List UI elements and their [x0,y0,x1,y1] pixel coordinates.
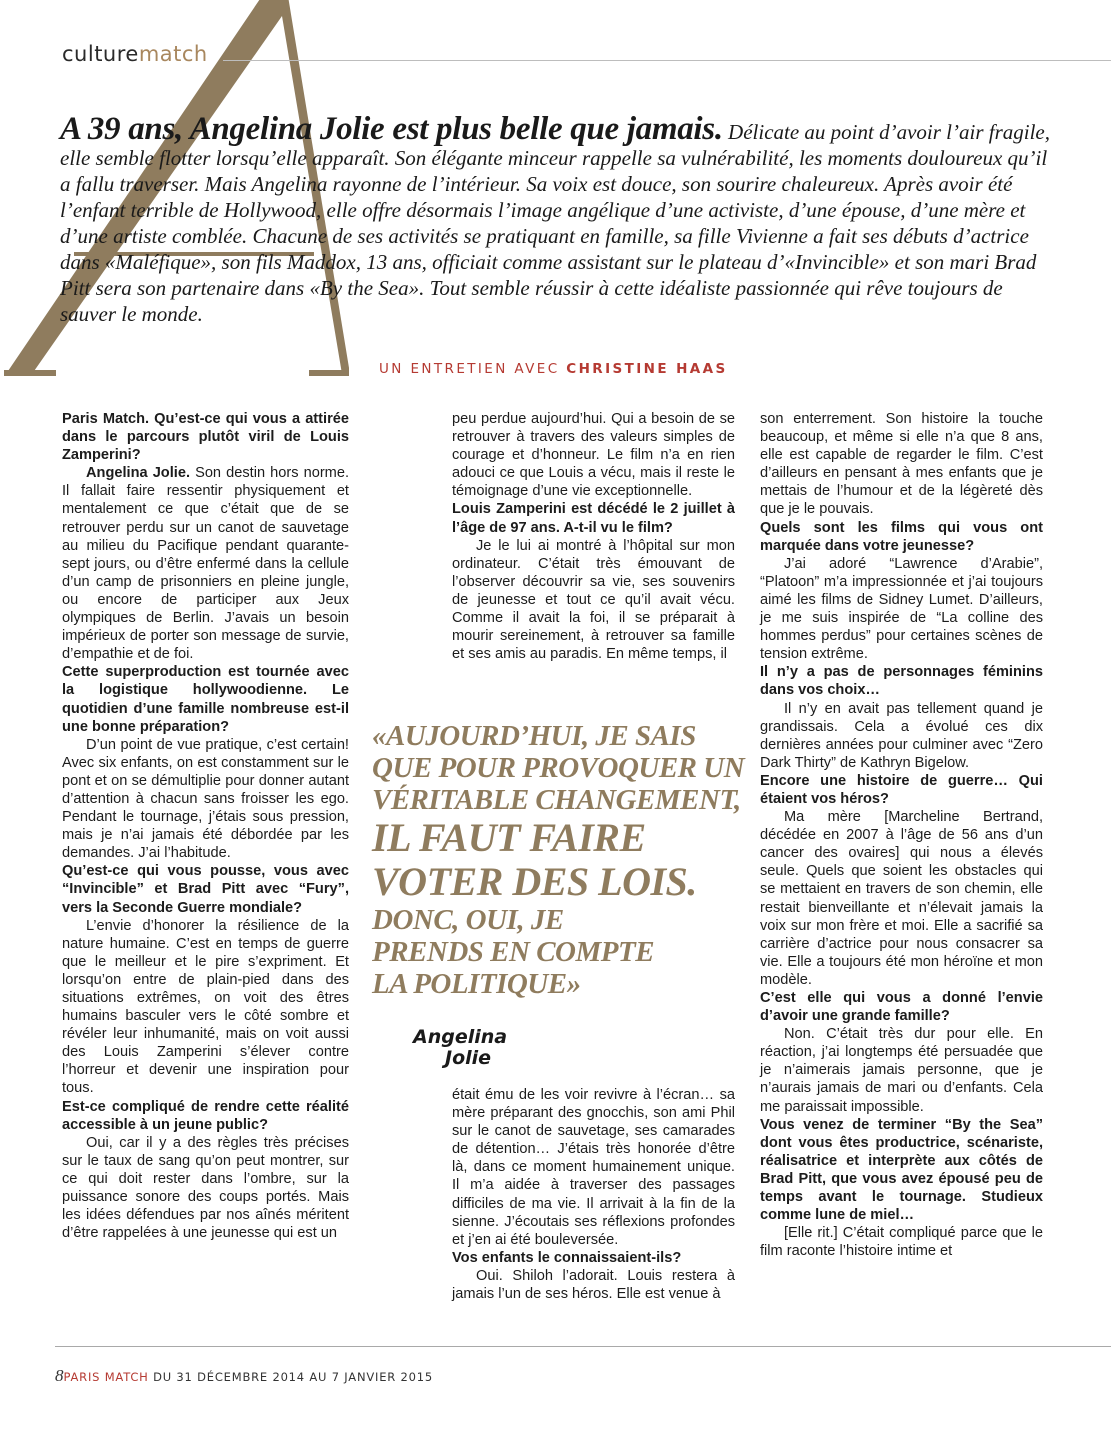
intro-paragraph [60,111,1060,327]
answer: D’un point de vue pratique, c’est certain! Avec six enfants, on est constamment sur le pont et on se démultiplie pour donner autant d’attention à chacun sans froisser les ego. Pendant le tournage, j’étais sous pression, mais je n’ai jamais été débordée par les demandes. J’ai l’habitude. [62,736,349,862]
pull-quote [372,720,744,1000]
intro-body: Délicate au point d’avoir l’air fragile, elle semble flotter lorsqu’elle apparaît. Son élégante minceur rappelle sa vulnérabilité, les moments douloureux qu’il a fallu traverser. Mais Angelina rayonne de l’intérieur. Sa voix est douce, son sourire chaleureux. Après avoir été l’enfant terrible de Hollywood, elle offre désormais l’image angélique d’une activiste, d’une épouse, d’une mère et d’une artiste comblée. Chacune de ses activités se pratiquant en famille, sa fille Vivienne a fait ses débuts d’actrice dans «Maléfique», son fils Maddox, 13 ans, officiait comme assistant sur le plateau d’«Invincible» et son mari Brad Pitt sera son partenaire dans «By the Sea». Tout semble réussir à cette idéaliste passionnée qui rêve toujours de sauver le monde. [60,120,1050,326]
section-label-prefix: culture [62,42,139,66]
section-label-suffix: match [138,42,208,66]
pull-quote-line: PRENDS EN COMPTE [372,936,655,968]
question: Il n’y a pas de personnages féminins dans vos choix… [760,664,1043,699]
page-number: 8 [55,1366,64,1385]
question: Cette superproduction est tournée avec la logistique hollywoodienne. Le quotidien d’une famille nombreuse est-il une bonne préparation? [62,664,349,735]
answer: Ma mère [Marcheline Bertrand, décédée en 2007 à l’âge de 56 ans d’un cancer des ovaires] qui nous a élevés seule. Quels que soient les obstacles qui se mettaient en travers de son chemin, elle restait bienveillante et n’élevait jamais la voix sur mon frère et moi. Elle a sacrifié sa carrière d’actrice pour nous consacrer sa vie. Elle a toujours été mon héroïne et mon modèle. [760,809,1043,988]
article-column-3 [760,410,1043,1260]
top-divider [223,60,1111,61]
byline-name: CHRISTINE HAAS [566,361,728,377]
speaker-name: Angelina Jolie. [86,465,191,482]
question: Vous venez de terminer “By the Sea” dont vous êtes productrice, scénariste, réalisatrice et interprète aux côtés de Brad Pitt, que vous avez épousé peu de temps avant le tournage. Studieux comme lune de miel… [760,1116,1043,1224]
answer: [Elle rit.] C’était compliqué parce que le film raconte l’histoire intime et [760,1225,1043,1260]
pull-quote-line: QUE POUR PROVOQUER UN [372,752,745,784]
pull-quote-line: LA POLITIQUE» [372,968,581,1000]
byline-prefix: UN ENTRETIEN AVEC [379,361,567,377]
paragraph: peu perdue aujourd’hui. Qui a besoin de se retrouver à travers des valeurs simples de courage et d’honneur. Le film n’a en rien adouci ce que Louis a vécu, mais il reste le témoignage d’une vie exceptionnelle. [452,411,735,500]
answer: J’ai adoré “Lawrence d’Arabie”, “Platoon” m’a impressionnée et j’ai toujours aimé les films de Sidney Lumet. D’ailleurs, je me suis inspirée de “La colline des hommes perdus” pour certaines scènes de tension extrême. [760,555,1043,663]
pull-quote-line: «AUJOURD’HUI, JE SAIS [372,720,696,752]
answer: Je le lui ai montré à l’hôpital sur mon ordinateur. C’était très émouvant de l’observer découvrir sa vie, ses souvenirs de jeunesse et tout ce qu’il avait vécu. Comme il avait la foi, il se préparait à mourir sereinement, à retrouver sa famille et ses amis au paradis. En même temps, il [452,537,735,663]
pull-quote-line: DONC, OUI, JE [372,904,564,936]
article-column-2-bottom [452,1086,735,1303]
pull-quote-line: VOTER DES LOIS. [372,859,697,904]
answer [62,464,349,663]
magazine-name: PARIS MATCH [63,1370,149,1384]
issue-dates: DU 31 DÉCEMBRE 2014 AU 7 JANVIER 2015 [148,1370,433,1384]
answer: L’envie d’honorer la résilience de la nature humaine. C’est en temps de guerre que le meilleur et le pire s’expriment. Et lorsqu’on entre de plain-pied dans des situations extrêmes, on voit des êtres humains basculer vers le côté sombre et révéler leur inhumanité, mais on voit aussi des Louis Zamperini s’élever contre l’horreur et devenir une inspiration pour tous. [62,917,349,1097]
pull-quote-signature [413,1027,533,1069]
paragraph: son enterrement. Son histoire la touche beaucoup, et même si elle n’a que 8 ans, elle est capable de regarder le film. C’est d’ailleurs en pensant à mes enfants que je mettais de l’humour et de la légèreté dès que je le pouvais. [760,411,1043,518]
answer: Il n’y en avait pas tellement quand je grandissais. Cela a évolué ces dix dernières années pour culminer avec “Zero Dark Thirty” de Kathryn Bigelow. [760,700,1043,771]
answer: Oui. Shiloh l’adorait. Louis restera à jamais l’un de ses héros. Elle est venue à [452,1267,735,1303]
question: Encore une histoire de guerre… Qui étaient vos héros? [760,772,1043,807]
answer: Oui, car il y a des règles très précises sur le taux de sang qu’on peut montrer, sur ce qui doit rester dans l’ombre, sur la puissance sonore des coups portés. Mais les idées défendues par nos aînés méritent d’être rappelées à une jeunesse qui est un [62,1134,349,1242]
question: C’est elle qui vous a donné l’envie d’avoir une grande famille? [760,990,1043,1025]
page-footer [55,1366,433,1386]
question: Qu’est-ce qui vous pousse, vous avec “Invincible” et Brad Pitt avec “Fury”, vers la Seconde Guerre mondiale? [62,863,349,916]
signature-first-name: Angelina [413,1026,508,1048]
bottom-divider [55,1346,1111,1347]
answer: Non. C’était très dur pour elle. En réaction, j’ai longtemps été persuadée que je n’aimerais jamais personne, que je n’aurais jamais de mari ou d’enfants. Cela me paraissait impossible. [760,1026,1043,1115]
article-column-2-top [452,410,735,663]
question: Est-ce compliqué de rendre cette réalité accessible à un jeune public? [62,1098,349,1133]
question: Louis Zamperini est décédé le 2 juillet à l’âge de 97 ans. A-t-il vu le film? [452,501,735,536]
signature-last-name: Jolie [445,1047,492,1069]
byline [379,361,728,377]
paragraph: était ému de les voir revivre à l’écran… sa mère préparant des gnocchis, son ami Phil sur le canot de sauvetage, ses camarades de détention… J’étais très honorée d’être là, dans ce moment humainement unique. Il m’a aidée à traverser des passages difficiles de ma vie. Il arrivait à la fin de la sienne. J’écoutais ses réflexions profondes et j’en ai été bouleversée. [452,1087,735,1248]
question: Quels sont les films qui vous ont marquée dans votre jeunesse? [760,519,1043,554]
article-column-1 [62,410,349,1242]
section-label [62,42,208,66]
pull-quote-line: VÉRITABLE CHANGEMENT, [372,784,741,816]
question: Paris Match. Qu’est-ce qui vous a attirée dans le parcours plutôt viril de Louis Zamperini? [62,411,349,464]
pull-quote-line: IL FAUT FAIRE [372,815,646,860]
intro-lead: A 39 ans, Angelina Jolie est plus belle que jamais. [60,111,723,147]
question: Vos enfants le connaissaient-ils? [452,1249,682,1266]
answer-text: Son destin hors norme. Il fallait faire ressentir physiquement et mentalement ce que c’était que de se retrouver perdu sur un canot de sauvetage au milieu du Pacifique pendant quarante-sept jours, ou d’être enfermé dans la cellule d’un camp de prisonniers en pleine jungle, ou encore de participer aux Jeux olympiques de Berlin. J’avais un besoin impérieux de porter son message de survie, d’empathie et de foi. [62,465,350,663]
